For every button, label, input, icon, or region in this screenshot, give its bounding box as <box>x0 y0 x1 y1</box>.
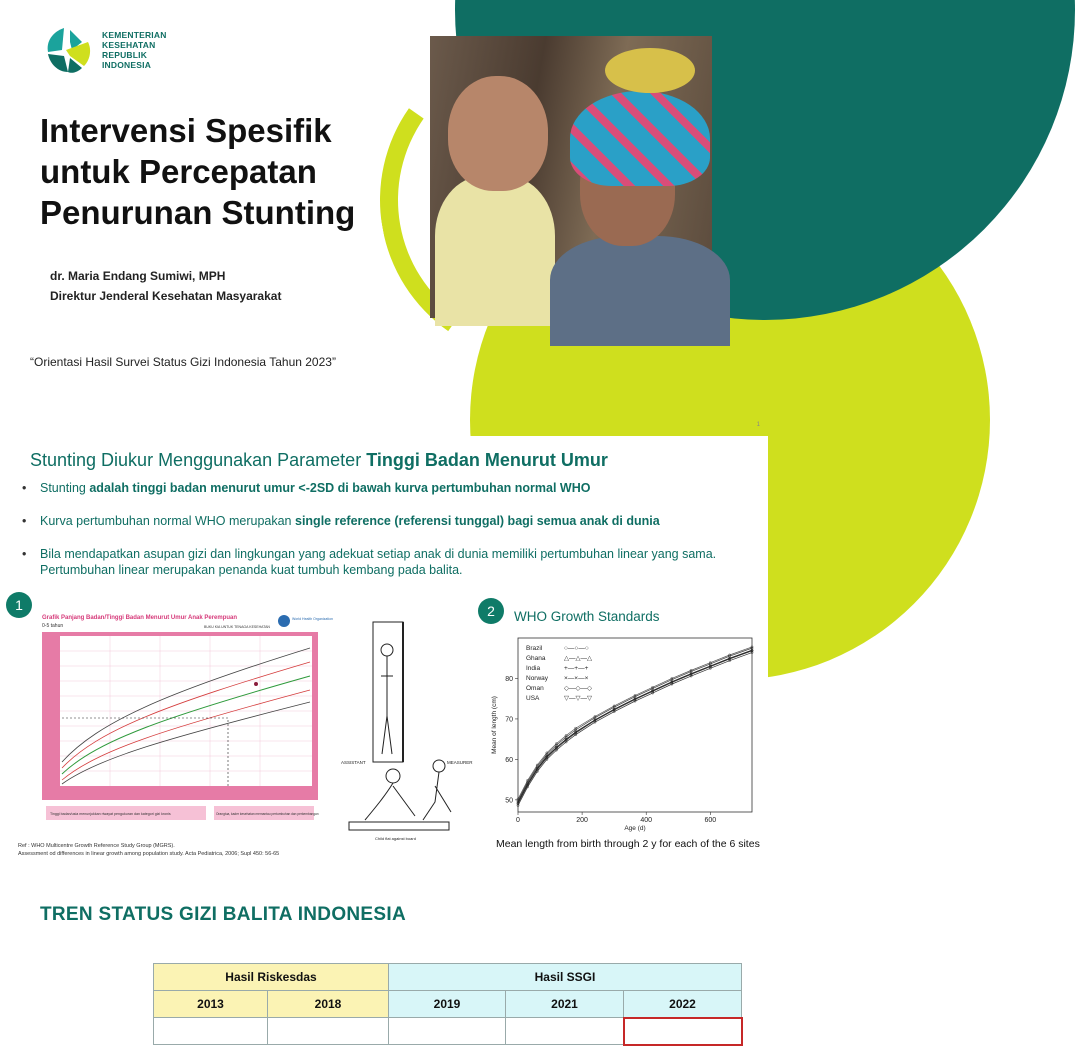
who-logo-icon <box>278 615 290 627</box>
slide-title-part1: Stunting Diukur Menggunakan Parameter <box>30 450 362 470</box>
x-axis-label: Age (d) <box>624 825 646 832</box>
legend-label: Brazil <box>526 645 543 652</box>
series-line-usa <box>518 648 752 801</box>
legend-label: Norway <box>526 675 549 682</box>
kia-data-point <box>254 682 258 686</box>
x-tick-label: 600 <box>704 817 717 824</box>
child-board-label: Child flat against board <box>375 836 416 841</box>
title-line: Penurunan Stunting <box>40 194 356 231</box>
reference-line: Ref : WHO Multicentre Growth Reference Study Group (MGRS). <box>18 843 175 849</box>
assistant-body <box>365 783 415 820</box>
assistant-label: ASSISTANT <box>341 760 366 765</box>
year-cell: 2018 <box>268 991 389 1018</box>
measurer-label: MEASURER <box>447 760 473 765</box>
series-line-ghana <box>518 651 752 804</box>
measurer-body <box>423 772 451 820</box>
legend-label: Ghana <box>526 655 546 662</box>
legend-label: USA <box>526 695 540 702</box>
standing-child-head <box>381 644 393 656</box>
kia-chart-header-right: BUKU KIA UNTUK TENAGA KESEHATAN <box>204 625 270 629</box>
reference-text <box>18 842 318 858</box>
legend-label: Oman <box>526 685 544 692</box>
legend-marker: ◇—◇—◇ <box>564 685 592 692</box>
photo-child-head <box>448 76 548 191</box>
y-tick-label: 50 <box>505 797 513 805</box>
photo-child-body <box>435 176 555 326</box>
table-header-row <box>154 964 742 991</box>
kia-chart-subtitle: 0-5 tahun <box>42 623 64 629</box>
title-line: untuk Percepatan <box>40 153 317 190</box>
logo-text-line: REPUBLIK <box>102 50 148 60</box>
logo-text-line: KESEHATAN <box>102 40 156 50</box>
y-axis-label: Mean of length (cm) <box>491 696 498 754</box>
logo-text-line: INDONESIA <box>102 60 152 70</box>
author-name: dr. Maria Endang Sumiwi, MPH <box>50 269 226 283</box>
height-board <box>373 622 403 762</box>
group-riskesdas: Hasil Riskesdas <box>154 964 389 991</box>
photo-mother-body <box>550 236 730 346</box>
bullet-item <box>22 546 752 578</box>
legend-marker: ×—×—× <box>564 675 589 682</box>
reference-line: Assessment od differences in linear growth among population study. Acta Pediatrica, 2006; Supl 450: 56-65 <box>18 851 280 857</box>
series-line-norway <box>518 647 752 799</box>
trend-slide <box>0 872 768 1024</box>
length-measurement-illustration <box>335 616 475 852</box>
presentation-title <box>40 110 440 233</box>
trend-title: TREN STATUS GIZI BALITA INDONESIA <box>40 904 406 925</box>
year-cell: 2019 <box>389 991 506 1018</box>
mother-child-photo <box>430 36 712 318</box>
series-line-brazil <box>518 650 752 802</box>
year-cell: 2013 <box>154 991 268 1018</box>
kemenkes-logo-icon <box>42 24 94 76</box>
table-cell <box>268 1018 389 1045</box>
measurer-head <box>433 760 445 772</box>
bullet-text: Kurva pertumbuhan normal WHO merupakan <box>40 514 292 528</box>
table-cell <box>389 1018 506 1045</box>
y-tick-label: 60 <box>505 756 513 764</box>
table-row <box>154 1018 742 1045</box>
author-role: Direktur Jenderal Kesehatan Masyarakat <box>50 289 282 303</box>
who-chart-caption: Mean length from birth through 2 y for each of the 6 sites <box>496 838 760 850</box>
bullet-bold-text: adalah tinggi badan menurut umur <-2SD di bawah kurva pertumbuhan normal WHO <box>89 481 591 495</box>
kia-growth-chart <box>38 612 333 830</box>
standing-child-body <box>381 656 393 754</box>
kia-note-right-text: Orangtua, kader kesehatan memantau pertumbuhan dan perkembangan <box>216 812 319 816</box>
number-badge-2: 2 <box>478 598 504 624</box>
who-logo-text: World Health Organization <box>292 617 333 621</box>
legend-marker: △—△—△ <box>564 655 592 662</box>
slide-title <box>30 450 608 471</box>
number-badge-1: 1 <box>6 592 32 618</box>
trend-table <box>153 963 743 1046</box>
y-tick-label: 70 <box>505 716 513 724</box>
photo-head-scarf <box>570 91 710 186</box>
who-growth-title: WHO Growth Standards <box>514 609 660 624</box>
title-line: Intervensi Spesifik <box>40 112 332 149</box>
table-cell-highlight <box>624 1018 742 1045</box>
table-cell <box>154 1018 268 1045</box>
kia-chart-title: Grafik Panjang Badan/Tinggi Badan Menurut Umur Anak Perempuan <box>42 615 238 621</box>
x-tick-label: 200 <box>576 817 588 824</box>
kemenkes-logo <box>42 24 167 76</box>
title-slide <box>0 0 768 433</box>
bullet-item <box>22 480 752 496</box>
author-block <box>50 266 281 306</box>
logo-text-line: KEMENTERIAN <box>102 30 167 40</box>
x-tick-label: 0 <box>516 817 520 824</box>
group-ssgi: Hasil SSGI <box>389 964 742 991</box>
year-cell: 2022 <box>624 991 742 1018</box>
kia-note-left-text: Tinggi badan/usia menunjukkan riwayat pengukuran dan kategori gizi kronis <box>50 812 171 816</box>
stunting-parameter-slide <box>0 436 768 868</box>
legend-label: India <box>526 665 541 672</box>
table-cell <box>506 1018 624 1045</box>
slide-title-part2: Tinggi Badan Menurut Umur <box>366 450 608 470</box>
bullet-list <box>22 480 752 595</box>
x-tick-label: 400 <box>640 817 653 824</box>
bullet-bold-text: single reference (referensi tunggal) bagi semua anak di dunia <box>295 514 660 528</box>
series-line-oman <box>518 651 752 804</box>
bullet-text: Bila mendapatkan asupan gizi dan lingkungan yang adekuat setiap anak di dunia memiliki pertumbuhan linear yang sama. Pertumbuhan linear merupakan penanda kuat tumbuh kembang pada balita. <box>40 547 717 577</box>
table-year-row <box>154 991 742 1018</box>
legend-marker: ▽—▽—▽ <box>564 695 592 702</box>
bullet-text: Stunting <box>40 481 86 495</box>
assistant-head <box>386 769 400 783</box>
slide-number: 1 <box>756 422 760 428</box>
length-board <box>349 822 449 830</box>
y-tick-label: 80 <box>505 675 513 683</box>
legend-marker: +—+—+ <box>564 665 589 672</box>
logo-text <box>102 30 167 70</box>
year-cell: 2021 <box>506 991 624 1018</box>
legend-marker: ○—○—○ <box>564 645 589 652</box>
series-line-india <box>518 653 752 806</box>
event-quote: “Orientasi Hasil Survei Status Gizi Indonesia Tahun 2023” <box>30 355 336 369</box>
photo-bananas <box>605 48 695 93</box>
bullet-item <box>22 513 752 529</box>
who-growth-chart <box>488 632 760 834</box>
